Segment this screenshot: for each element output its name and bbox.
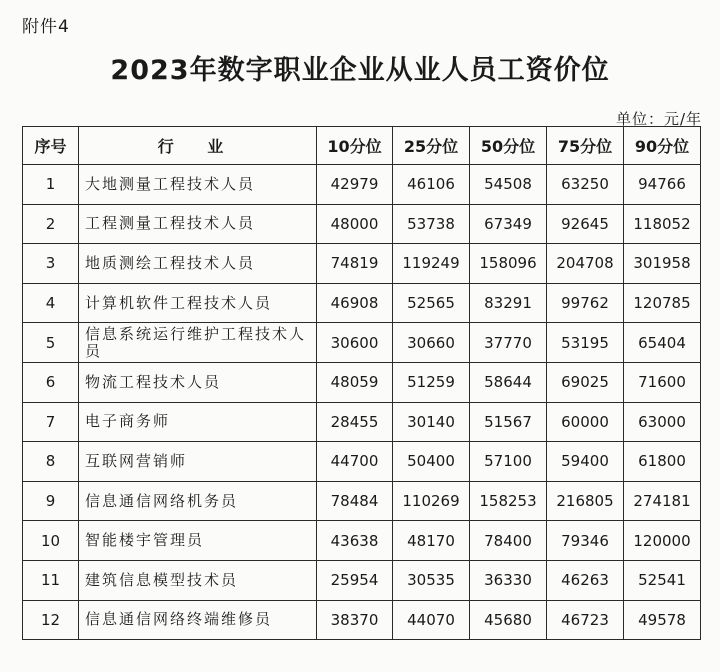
cell-p75: 60000 (547, 402, 624, 442)
table-row (23, 600, 701, 640)
cell-p10: 43638 (317, 521, 393, 561)
cell-p25: 48170 (393, 521, 470, 561)
cell-p50: 45680 (470, 600, 547, 640)
header-cell-no: 序号 (23, 127, 79, 165)
cell-p50: 78400 (470, 521, 547, 561)
cell-industry: 电子商务师 (79, 402, 317, 442)
cell-industry: 信息通信网络机务员 (79, 481, 317, 521)
table-body (23, 165, 701, 640)
cell-p90: 49578 (624, 600, 701, 640)
cell-no: 10 (23, 521, 79, 561)
table-row (23, 204, 701, 244)
cell-industry: 建筑信息模型技术员 (79, 560, 317, 600)
cell-p10: 78484 (317, 481, 393, 521)
cell-p10: 30600 (317, 323, 393, 363)
cell-p50: 67349 (470, 204, 547, 244)
cell-p25: 50400 (393, 442, 470, 482)
cell-p25: 30535 (393, 560, 470, 600)
table-row (23, 244, 701, 284)
cell-no: 12 (23, 600, 79, 640)
cell-industry: 互联网营销师 (79, 442, 317, 482)
header-cell-p75: 75分位 (547, 127, 624, 165)
cell-p10: 42979 (317, 165, 393, 205)
cell-p90: 61800 (624, 442, 701, 482)
cell-no: 3 (23, 244, 79, 284)
table-row (23, 442, 701, 482)
cell-p90: 301958 (624, 244, 701, 284)
wage-table (22, 126, 701, 640)
cell-industry: 物流工程技术人员 (79, 362, 317, 402)
cell-p75: 79346 (547, 521, 624, 561)
cell-p50: 36330 (470, 560, 547, 600)
cell-no: 4 (23, 283, 79, 323)
cell-p25: 119249 (393, 244, 470, 284)
cell-p90: 63000 (624, 402, 701, 442)
cell-no: 5 (23, 323, 79, 363)
cell-industry: 地质测绘工程技术人员 (79, 244, 317, 284)
header-cell-p10: 10分位 (317, 127, 393, 165)
cell-p50: 51567 (470, 402, 547, 442)
cell-p50: 83291 (470, 283, 547, 323)
cell-no: 7 (23, 402, 79, 442)
cell-no: 1 (23, 165, 79, 205)
cell-p75: 216805 (547, 481, 624, 521)
cell-p75: 59400 (547, 442, 624, 482)
table-row (23, 283, 701, 323)
cell-p90: 71600 (624, 362, 701, 402)
cell-p90: 65404 (624, 323, 701, 363)
cell-p10: 46908 (317, 283, 393, 323)
cell-p75: 204708 (547, 244, 624, 284)
cell-p10: 74819 (317, 244, 393, 284)
cell-p25: 30660 (393, 323, 470, 363)
cell-p10: 28455 (317, 402, 393, 442)
cell-p50: 58644 (470, 362, 547, 402)
cell-p10: 38370 (317, 600, 393, 640)
table-row (23, 165, 701, 205)
table-row (23, 402, 701, 442)
cell-p75: 69025 (547, 362, 624, 402)
cell-p75: 99762 (547, 283, 624, 323)
cell-industry: 智能楼宇管理员 (79, 521, 317, 561)
table-row (23, 362, 701, 402)
cell-p75: 92645 (547, 204, 624, 244)
cell-industry: 计算机软件工程技术人员 (79, 283, 317, 323)
table-row (23, 323, 701, 363)
cell-p90: 120785 (624, 283, 701, 323)
header-cell-p50: 50分位 (470, 127, 547, 165)
cell-p50: 37770 (470, 323, 547, 363)
header-cell-p90: 90分位 (624, 127, 701, 165)
cell-p10: 25954 (317, 560, 393, 600)
cell-p10: 44700 (317, 442, 393, 482)
cell-p90: 94766 (624, 165, 701, 205)
cell-industry: 信息通信网络终端维修员 (79, 600, 317, 640)
cell-p75: 53195 (547, 323, 624, 363)
cell-p25: 51259 (393, 362, 470, 402)
cell-p90: 120000 (624, 521, 701, 561)
cell-industry: 工程测量工程技术人员 (79, 204, 317, 244)
cell-no: 9 (23, 481, 79, 521)
cell-p25: 46106 (393, 165, 470, 205)
cell-p75: 46263 (547, 560, 624, 600)
cell-no: 11 (23, 560, 79, 600)
cell-industry: 大地测量工程技术人员 (79, 165, 317, 205)
cell-p90: 52541 (624, 560, 701, 600)
attachment-label: 附件4 (22, 17, 70, 37)
cell-p25: 53738 (393, 204, 470, 244)
table-header-row (23, 127, 701, 165)
cell-p75: 46723 (547, 600, 624, 640)
cell-p75: 63250 (547, 165, 624, 205)
cell-p25: 52565 (393, 283, 470, 323)
cell-no: 6 (23, 362, 79, 402)
cell-p10: 48059 (317, 362, 393, 402)
cell-p50: 158253 (470, 481, 547, 521)
header-cell-p25: 25分位 (393, 127, 470, 165)
cell-p90: 274181 (624, 481, 701, 521)
cell-p25: 44070 (393, 600, 470, 640)
cell-no: 8 (23, 442, 79, 482)
table-row (23, 481, 701, 521)
cell-p50: 54508 (470, 165, 547, 205)
cell-p10: 48000 (317, 204, 393, 244)
document-title: 2023年数字职业企业从业人员工资价位 (110, 55, 610, 86)
cell-p25: 110269 (393, 481, 470, 521)
cell-p25: 30140 (393, 402, 470, 442)
cell-p50: 57100 (470, 442, 547, 482)
table-row (23, 521, 701, 561)
cell-p50: 158096 (470, 244, 547, 284)
header-cell-industry: 行 业 (79, 127, 317, 165)
cell-industry: 信息系统运行维护工程技术人员 (79, 323, 317, 363)
table-row (23, 560, 701, 600)
unit-label: 单位：元/年 (615, 110, 702, 128)
cell-p90: 118052 (624, 204, 701, 244)
cell-no: 2 (23, 204, 79, 244)
